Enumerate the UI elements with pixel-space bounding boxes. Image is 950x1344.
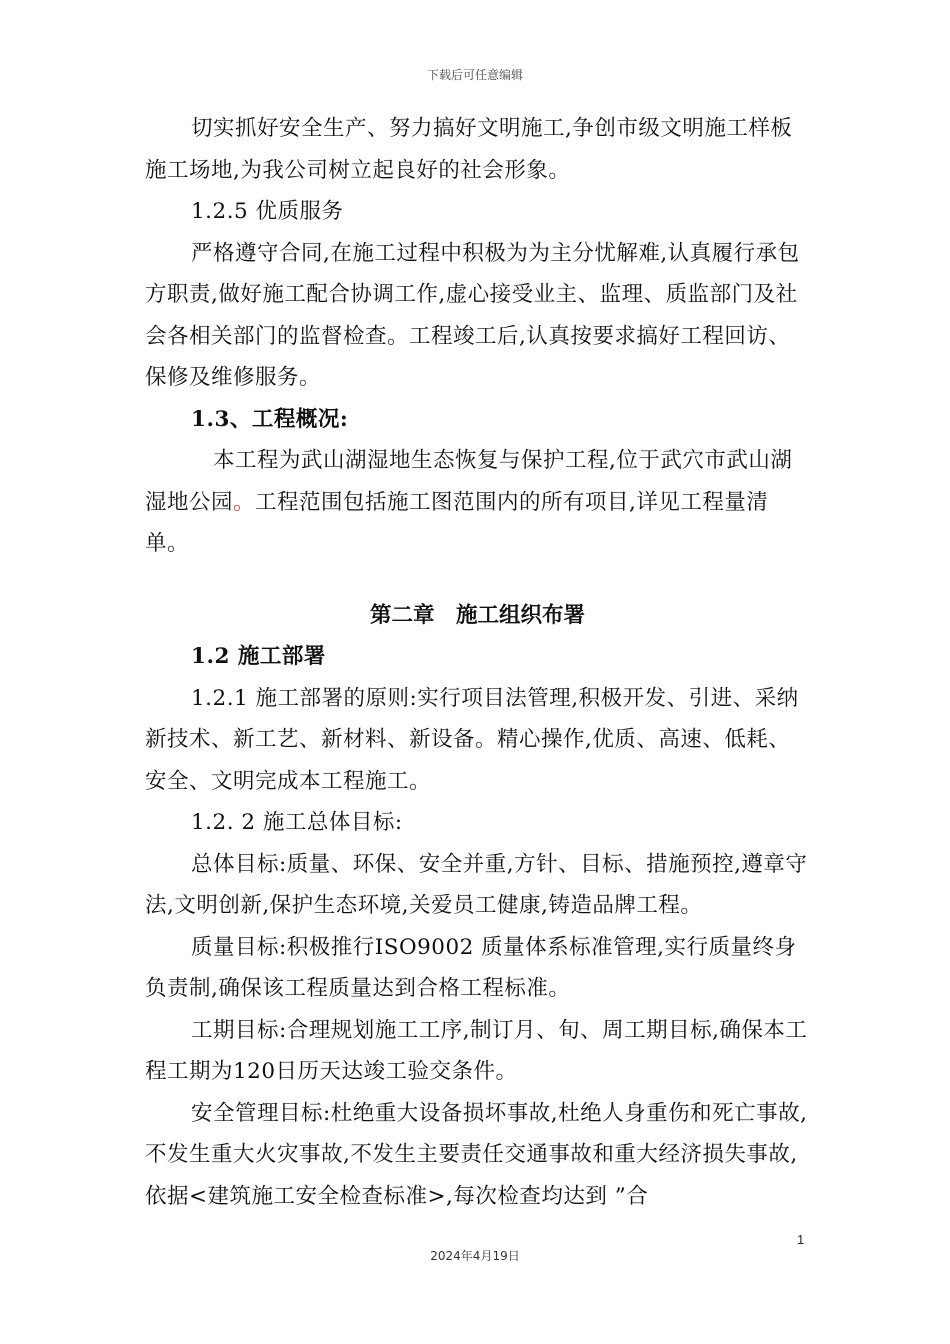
overview-text-b: 工程范围包括施工图范围内的所有项目,详见工程量清单。 — [145, 489, 769, 556]
section-heading-1-2-5: 1.2.5 优质服务 — [191, 199, 344, 224]
page-footer-date: 2024年4月19日 — [430, 1249, 520, 1263]
section-heading-1-2: 1.2 施工部署 — [191, 644, 326, 669]
paragraph-safety-goal: 安全管理目标:杜绝重大设备损坏事故,杜绝人身重伤和死亡事故,不发生重大火灾事故,不发生主要责任交通事故和重大经济损失事故,依据<建筑施工安全检查标准>,每次检查均达到 ”合 — [145, 1100, 808, 1209]
overview-red-dot: 。 — [233, 489, 256, 515]
document-body — [145, 108, 810, 1217]
paragraph-quality-goal: 质量目标:积极推行ISO9002 质量体系标准管理,实行质量终身负责制,确保该工程质量达到合格工程标准。 — [145, 934, 797, 1001]
overview-text-a: 本工程为武山湖湿地生态恢复与保护工程,位于武穴市武山湖湿地公园 — [145, 448, 793, 515]
page-header: 下载后可任意编辑 — [426, 68, 523, 82]
section-heading-1-2-2: 1.2. 2 施工总体目标: — [191, 810, 403, 835]
paragraph-overview — [145, 440, 810, 565]
paragraph-schedule-goal: 工期目标:合理规划施工工序,制订月、旬、周工期目标,确保本工程工期为120日历天达竣工验交条件。 — [145, 1017, 808, 1084]
paragraph-principles: 1.2.1 施工部署的原则:实行项目法管理,积极开发、引进、采纳新技术、新工艺、新材料、新设备。精心操作,优质、高速、低耗、安全、文明完成本工程施工。 — [145, 685, 799, 794]
page-number: 1 — [797, 1232, 805, 1247]
paragraph-overall-goal: 总体目标:质量、环保、安全并重,方针、目标、措施预控,遵章守法,文明创新,保护生态环境,关爱员工健康,铸造品牌工程。 — [145, 851, 808, 918]
section-heading-1-3: 1.3、工程概况: — [191, 406, 349, 432]
paragraph-service: 严格遵守合同,在施工过程中积极为为主分忧解难,认真履行承包方职责,做好施工配合协调工作,虚心接受业主、监理、质监部门及社会各相关部门的监督检查。工程竣工后,认真按要求搞好工程回访、保修及维修服务。 — [145, 240, 800, 390]
paragraph-safety: 切实抓好安全生产、努力搞好文明施工,争创市级文明施工样板施工场地,为我公司树立起良好的社会形象。 — [145, 116, 793, 183]
chapter-title: 第二章 施工组织布署 — [369, 602, 585, 628]
